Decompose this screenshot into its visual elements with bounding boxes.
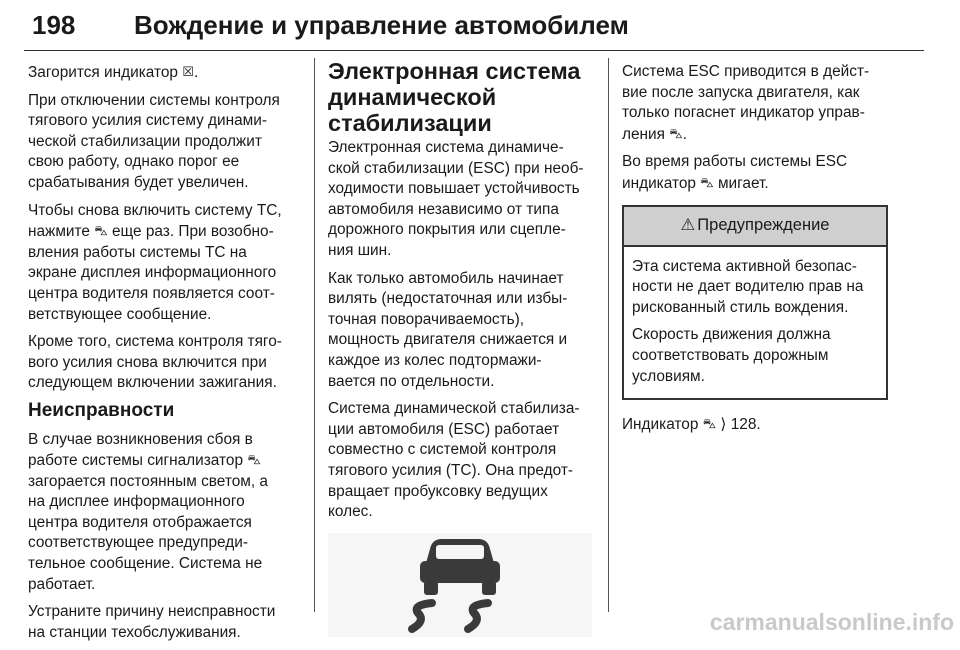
paragraph-esc-intro: Электронная система динамиче- ской стабилизации (ESC) при необ- ходимости повышает устойчивость автомобиля независимо от типа дорожного покрытия или сцепле- ния шин. bbox=[328, 139, 584, 259]
warning-box bbox=[622, 205, 888, 401]
warning-header bbox=[624, 207, 886, 247]
paragraph-tc-off: При отключении системы контроля тягового усилия систему динами- ческой стабилизации продолжит свою работу, однако порог ее срабатывания будет увеличен. bbox=[28, 91, 280, 191]
paragraph-esc-skid: Как только автомобиль начинает вилять (недостаточная или избы- точная поворачиваемость), мощность двигателя снижается и каждое из колес подтормажи- вается по отдельности. bbox=[328, 269, 568, 390]
warning-icon: ⚠ bbox=[680, 216, 696, 235]
paragraph-reenable: Чтобы снова включить систему TC, нажмите ⛍ еще раз. При возобно- вления работы системы TC на экране дисплея информационного центра водителя появляется соот- ветствующее сообщение. bbox=[28, 201, 282, 323]
esc-icon: ⛍ bbox=[702, 416, 717, 432]
warning-body bbox=[624, 247, 886, 399]
header-divider bbox=[24, 50, 924, 51]
paragraph-cross-reference: Индикатор ⛍ ⟩ 128. bbox=[622, 416, 761, 434]
esc-skidding-car-icon bbox=[328, 533, 592, 637]
warning-title: Предупреждение bbox=[697, 216, 830, 235]
warning-paragraph-1: Эта система активной безопас- ности не дает водителю прав на рискованный стиль вождения. bbox=[632, 257, 864, 316]
section-heading-esc: Электронная система динамической стабилизации bbox=[328, 58, 581, 136]
esc-icon: ⛍ bbox=[94, 223, 108, 239]
tc-off-icon: ☒ bbox=[182, 64, 194, 79]
watermark: carmanualsonline.info bbox=[709, 609, 954, 635]
column-2 bbox=[328, 58, 598, 637]
cross-reference-link[interactable]: 128. bbox=[730, 416, 761, 434]
esc-icon: ⛍ bbox=[700, 174, 714, 190]
paragraph-esc-blink: Во время работы системы ESC индикатор ⛍ мигает. bbox=[622, 153, 848, 192]
paragraph-fault: В случае возникновения сбоя в работе системы сигнализатор ⛍ загорается постоянным светом, а на дисплее информационного центра водителя отображается соответствующее предупреди- тельное сообщение. Система не работает. bbox=[28, 430, 268, 593]
page-number: 198 bbox=[32, 10, 76, 40]
paragraph-esc-tc: Система динамической стабилиза- ции автомобиля (ESC) работает совместно с системой контроля тягового усилия (TC). Она предот- вращает пробуксовку ведущих колес. bbox=[328, 400, 580, 521]
esc-icon: ⛍ bbox=[247, 452, 261, 468]
esc-icon: ⛍ bbox=[669, 125, 683, 141]
paragraph-indicator: Загорится индикатор ☒. bbox=[28, 64, 199, 81]
page-header bbox=[24, 6, 924, 46]
page-title: Вождение и управление автомобилем bbox=[134, 10, 629, 40]
warning-paragraph-2: Скорость движения должна соответствовать дорожным условиям. bbox=[632, 326, 831, 385]
paragraph-ignition: Кроме того, система контроля тяго- вого усилия снова включится при следующем включении зажигания. bbox=[28, 333, 282, 392]
column-divider-1 bbox=[314, 58, 315, 612]
column-divider-2 bbox=[608, 58, 609, 612]
column-1 bbox=[28, 62, 308, 650]
column-3 bbox=[622, 62, 890, 443]
cross-reference-icon: ⟩ bbox=[720, 416, 727, 434]
paragraph-service: Устраните причину неисправности на станции техобслуживания. bbox=[28, 603, 276, 641]
section-heading-faults: Неисправности bbox=[28, 399, 175, 421]
paragraph-esc-start: Система ESC приводится в дейст- вие после запуска двигателя, как только погаснет индикатор управ- ления ⛍. bbox=[622, 63, 870, 143]
